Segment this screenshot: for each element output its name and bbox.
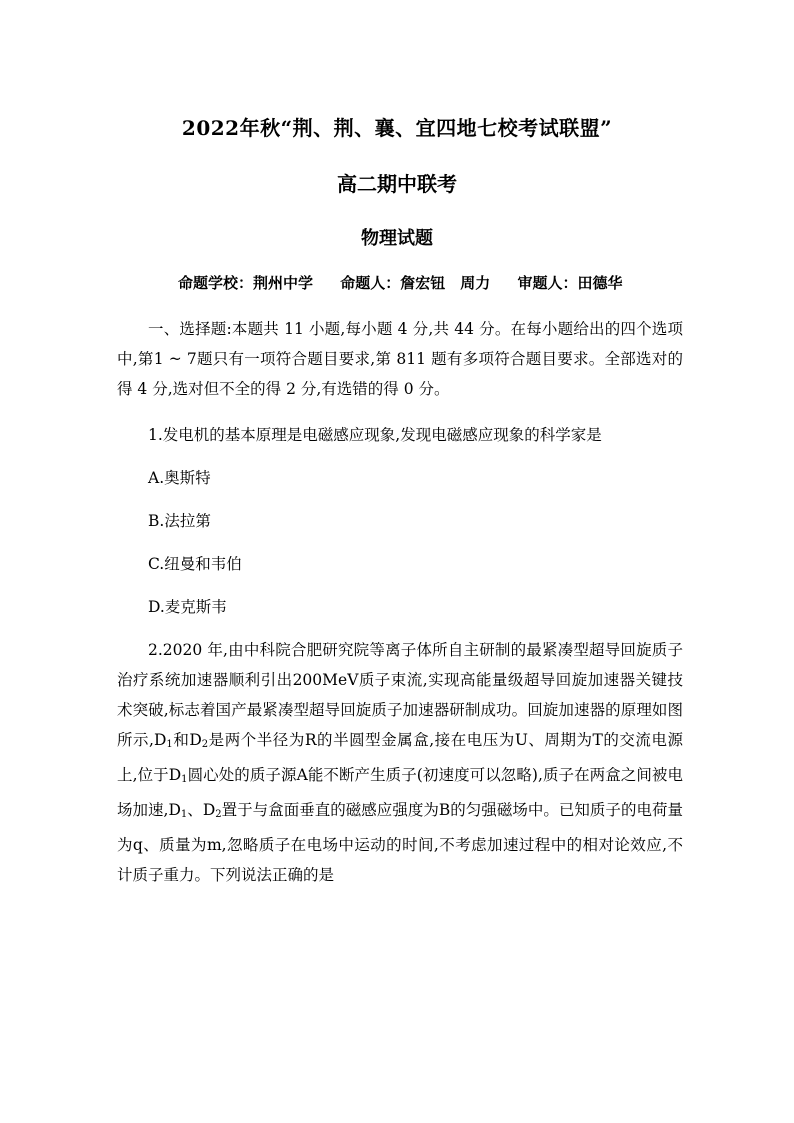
question-1-option-a: A.奥斯特	[148, 469, 211, 487]
exam-subtitle: 高二期中联考	[337, 172, 457, 196]
subject-title: 物理试题	[361, 228, 433, 249]
author-line	[178, 272, 645, 293]
exam-title: 2022年秋“荆、荆、襄、宜四地七校考试联盟”	[181, 116, 613, 140]
author-setter: 命题人：詹宏钮 周力	[340, 274, 491, 292]
section-instructions: 一、选择题:本题共 11 小题,每小题 4 分,共 44 分。在每小题给出的四个选项中,第1 ~ 7题只有一项符合题目要求,第 811 题有多项符合题目要求。全部选对的得 4 分,选对但不全的得 2 分,有选错的得 0 分。	[117, 320, 683, 398]
author-school: 命题学校：荆州中学	[178, 274, 314, 292]
question-1-option-c: C.纽曼和韦伯	[148, 555, 242, 573]
question-1-option-d: D.麦克斯韦	[148, 598, 227, 616]
author-reviewer: 审题人：田德华	[517, 274, 623, 292]
question-2-stem: 2.2020 年,由中科院合肥研究院等离子体所自主研制的最紧凑型超导回旋质子治疗系统加速器顺利引出200MeV质子束流,实现高能量级超导回旋加速器关键技术突破,标志着国产最紧凑型超导回旋质子加速器研制成功。回旋加速器的原理如图所示$,D_1$和$D_2$是两个半径为R的半圆型金属盒,接在电压为U、周期为T的交流电源上,位于$D_1$圆心处的质子源A能不断产生质子(初速度可以忽略),质子在两盒之间被电场加速$,D_1$、$D_2$置于与盒面垂直的磁感应强度为B的匀强磁场中。已知质子的电荷量为q、质量为m,忽略质子在电场中运动的时间,不考虑加速过程中的相对论效应,不计质子重力。下列说法正确的是	[117, 641, 684, 884]
question-1-option-b: B.法拉第	[148, 512, 211, 530]
question-1-stem: 1.发电机的基本原理是电磁感应现象,发现电磁感应现象的科学家是	[148, 426, 602, 444]
